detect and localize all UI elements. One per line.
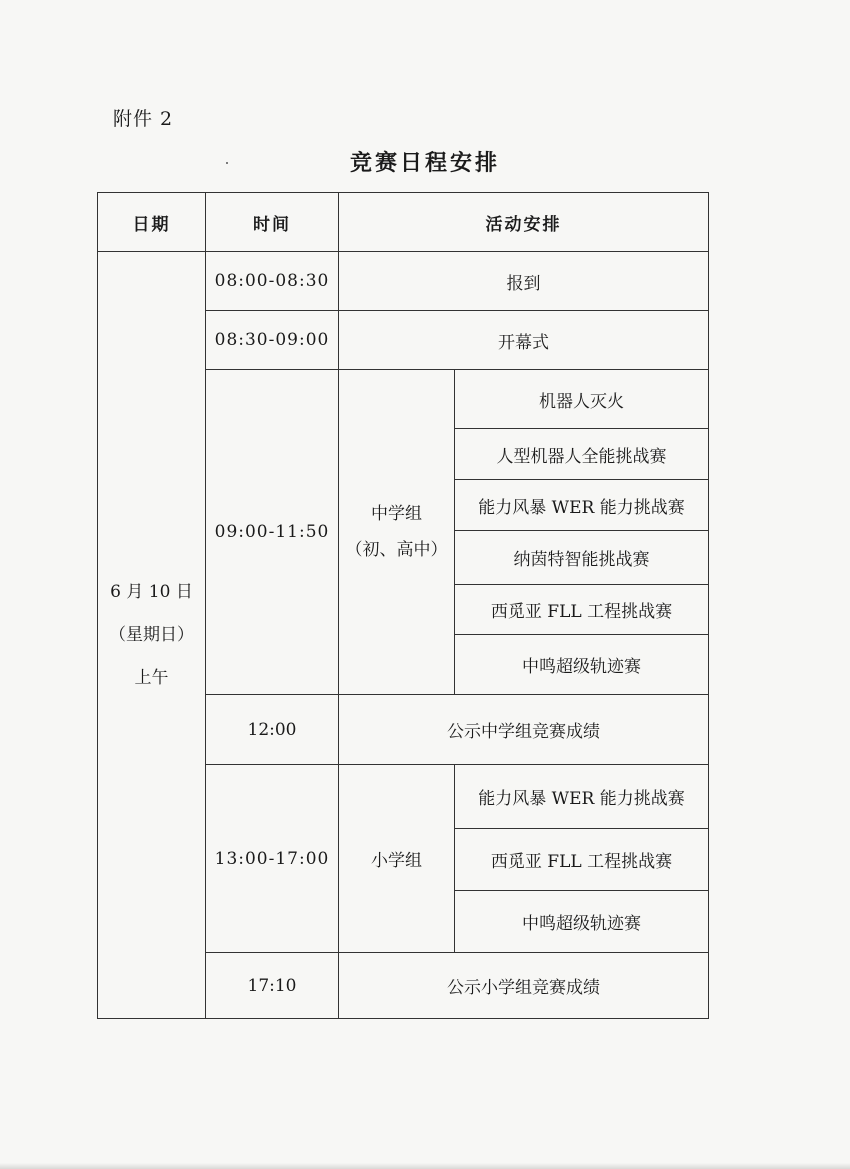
event-cell: 机器人灭火: [455, 370, 709, 429]
event-cell: 人型机器人全能挑战赛: [455, 429, 709, 480]
attachment-label: 附件 2: [113, 108, 174, 130]
event-cell: 能力风暴 WER 能力挑战赛: [455, 480, 709, 531]
time-cell: 17:10: [206, 953, 339, 1019]
time-cell: 13:00-17:00: [206, 765, 339, 953]
date-weekday: （星期日）: [109, 624, 194, 645]
group-cell: 小学组: [339, 765, 455, 953]
group-name: 中学组: [371, 504, 422, 524]
table-row: [98, 252, 709, 311]
date-day: 6 月 10 日: [110, 581, 193, 602]
event-cell: 中鸣超级轨迹赛: [455, 635, 709, 695]
header-activity: 活动安排: [339, 193, 709, 252]
page-bottom-edge: [0, 1163, 850, 1169]
document-title: 竞赛日程安排: [349, 150, 500, 176]
event-cell: 能力风暴 WER 能力挑战赛: [455, 765, 709, 829]
time-cell: 09:00-11:50: [206, 370, 339, 695]
group-cell: [339, 370, 455, 695]
activity-cell: 开幕式: [339, 311, 709, 370]
date-cell: [98, 252, 206, 1019]
header-time: 时间: [206, 193, 339, 252]
event-cell: 西觅亚 FLL 工程挑战赛: [455, 829, 709, 891]
event-cell: 中鸣超级轨迹赛: [455, 891, 709, 953]
date-period: 上午: [134, 667, 169, 688]
scan-speck: [226, 162, 228, 164]
activity-cell: 公示小学组竞赛成绩: [339, 953, 709, 1019]
header-date: 日期: [98, 193, 206, 252]
time-cell: 08:00-08:30: [206, 252, 339, 311]
schedule-table: [97, 192, 709, 1019]
activity-cell: 报到: [339, 252, 709, 311]
activity-cell: 公示中学组竞赛成绩: [339, 695, 709, 765]
group-subtitle: （初、高中）: [345, 540, 448, 560]
time-cell: 08:30-09:00: [206, 311, 339, 370]
header-row: [98, 193, 709, 252]
event-cell: 西觅亚 FLL 工程挑战赛: [455, 585, 709, 635]
event-cell: 纳茵特智能挑战赛: [455, 531, 709, 585]
time-cell: 12:00: [206, 695, 339, 765]
